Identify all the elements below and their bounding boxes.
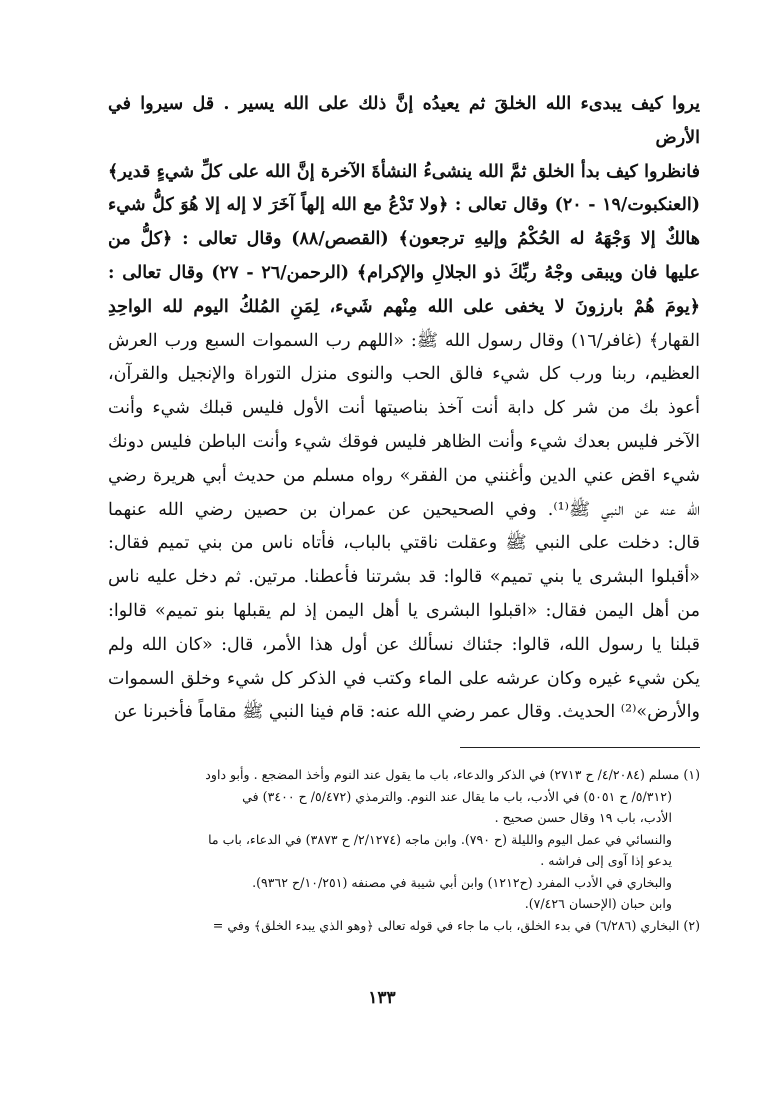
footnote-line: يدعو إذا آوى إلى فراشه .	[540, 853, 672, 868]
text-line: يكن شيء غيره وكان عرشه على الماء وكتب في الذكر كل شيء وخلق السموات	[108, 668, 700, 689]
text-line: هالكٌ إلا وَجْهَهُ له الحُكْمُ وإليهِ ترجعون﴾ (القصص/٨٨) وقال تعالى : ﴿كلُّ من	[108, 229, 700, 250]
footnote-line: الأدب، باب ١٩ وقال حسن صحيح .	[494, 810, 672, 825]
footnote-line: (١) مسلم (٤/٢٠٨٤/ ح ٢٧١٣) في الذكر والدعاء، باب ما يقول عند النوم وأخذ المضجع . وأبو داود	[205, 767, 700, 782]
footnote-line: والبخاري في الأدب المفرد (ح١٢١٢) وابن أبي شيبة في مصنفه (١٠/٢٥١/ح ٩٣٦٢).	[252, 874, 672, 890]
text-line: (العنكبوت/١٩ - ٢٠) وقال تعالى : ﴿ولا تَدْعُ مع الله إلهاً آخَرَ لا إله إلا هُوَ كلُّ شيء	[108, 195, 700, 216]
footnote-line: والنسائي في عمل اليوم والليلة (ح ٧٩٠). وابن ماجه (٢/١٢٧٤/ ح ٣٨٧٣) في الدعاء، باب ما	[208, 831, 672, 847]
text-line: فانظروا كيف بدأ الخلق ثمَّ الله ينشىءُ النشأةَ الآخرة إنَّ الله على كلِّ شيءٍ قدير﴾	[108, 161, 700, 182]
footnote-divider	[460, 747, 700, 748]
text-line: أعوذ بك من شر كل دابة أنت آخذ بناصيتها أنت الأول فليس قبلك شيء وأنت	[108, 398, 700, 419]
text-line: الآخر فليس بعدك شيء وأنت الظاهر فليس فوقك شيء وأنت الباطن فليس دونك	[108, 431, 700, 452]
footnote-line: (٢) البخاري (٦/٢٨٦) في بدء الخلق، باب ما جاء في قوله تعالى ﴿وهو الذي يبدء الخلق﴾ وفي =	[212, 917, 700, 933]
text-line: من أهل اليمن فقال: «اقبلوا البشرى يا أهل اليمن إذ لم يقبلها بنو تميم» قالوا:	[108, 600, 700, 621]
text-line: قبلنا يا رسول الله، قالوا: جئناك نسألك عن أول هذا الأمر، قال: «كان الله ولم	[108, 634, 700, 655]
footnote-line: وابن حبان (الإحسان ٧/٤٢٦).	[524, 896, 672, 911]
text-line: شيء اقض عني الدين وأغنني من الفقر» رواه مسلم من حديث أبي هريرة رضي	[108, 465, 700, 486]
footnotes	[88, 764, 700, 936]
page-number: ١٣٣	[368, 988, 396, 1008]
text-line: يروا كيف يبدىء الله الخلقَ ثم يعيدُه إنَّ ذلك على الله يسير . قل سيروا في الأرض	[108, 94, 700, 148]
footnote-line: (٥/٣١٢/ ح ٥٠٥١) في الأدب، باب ما يقال عند النوم. والترمذي (٥/٤٧٢/ ح ٣٤٠٠) في	[242, 788, 672, 804]
text-line: عليها فان ويبقى وجْهُ ربِّكَ ذو الجلالِ والإكرام﴾ (الرحمن/٢٦ - ٢٧) وقال تعالى :	[108, 262, 701, 283]
text-line: والأرض»⁽²⁾ الحديث. وقال عمر رضي الله عنه: قام فينا النبي ﷺ مقاماً فأخبرنا عن	[113, 702, 700, 723]
text-line: العظيم، ربنا ورب كل شيء فالق الحب والنوى منزل التوراة والإنجيل والقرآن،	[108, 364, 700, 385]
text-line: قال: دخلت على النبي ﷺ وعقلت ناقتي بالباب، فأتاه ناس من بني تميم فقال:	[108, 533, 700, 554]
text-line: «أقبلوا البشرى يا بني تميم» قالوا: قد بشرتنا فأعطنا. مرتين. ثم دخل عليه ناس	[108, 567, 700, 588]
text-line: القهار﴾ (غافر/١٦) وقال رسول الله ﷺ: «اللهم رب السموات السبع ورب العرش	[108, 330, 700, 351]
main-text	[108, 88, 700, 730]
text-line: ﴿يومَ هُمْ بارزونَ لا يخفى على الله مِنْهم شَيء، لِمَنِ المُلكُ اليوم لله الواحِدِ	[108, 296, 700, 317]
text-line: الله عنه عن النبي ﷺ⁽¹⁾. وفي الصحيحين عن عمران بن حصين رضي الله عنهما	[108, 499, 700, 520]
